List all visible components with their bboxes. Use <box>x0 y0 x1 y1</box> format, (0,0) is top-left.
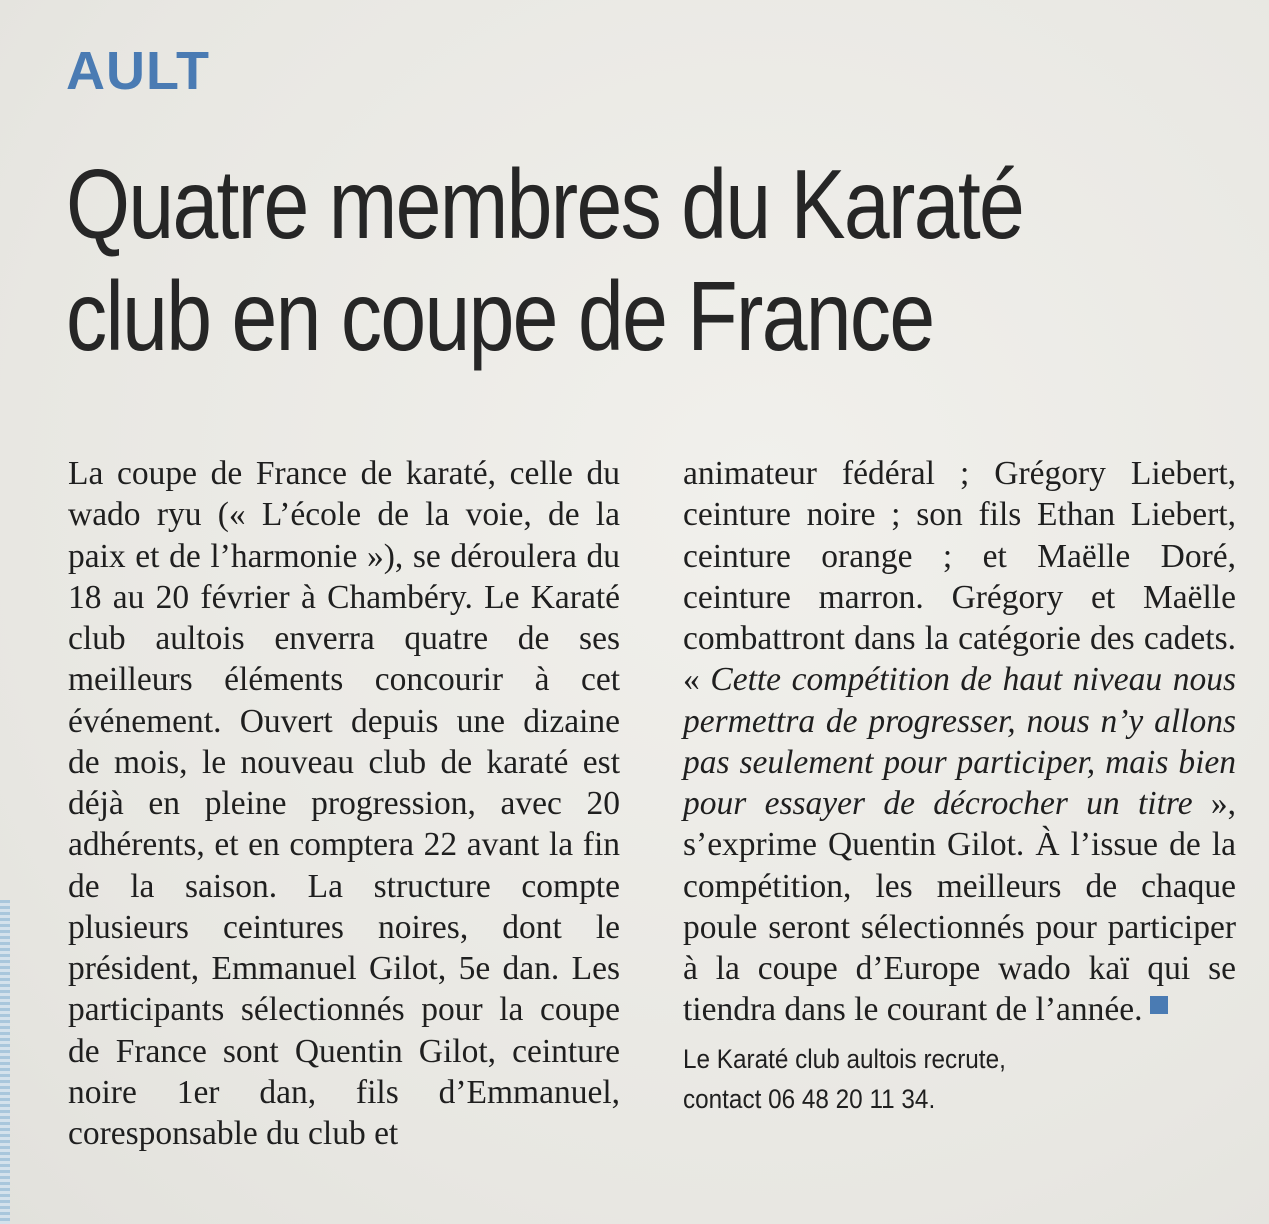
body-text-col-2-b: », s’exprime Quentin Gilot. À l’issue de la compétition, les meilleurs de chaque poule seront sélectionnés pour participer à la coupe d’Europe wado kaï qui se tiendra dans le courant de l’année. <box>683 785 1237 1029</box>
recruitment-contact: contact 06 48 20 11 34. <box>683 1083 936 1114</box>
body-text-col-1: La coupe de France de karaté, celle du wado ryu (« L’école de la voie, de la paix et de l’harmonie »), se déroulera du 18 au 20 février à Chambéry. Le Karaté club aultois enverra quatre de ses meilleurs éléments concourir à cet événement. Ouvert depuis une dizaine de mois, le nouveau club de karaté est déjà en pleine progression, avec 20 adhérents, et en comptera 22 avant la fin de la saison. La structure compte plusieurs ceintures noires, dont le président, Emmanuel Gilot, 5e dan. Les participants sélectionnés pour la coupe de France sont Quentin Gilot, ceinture noire 1er dan, fils d’Emmanuel, coresponsable du club et <box>68 455 620 1152</box>
headline-line-1: Quatre membres du Karaté <box>66 149 1024 259</box>
headline <box>66 148 1057 372</box>
end-of-article-mark <box>1150 996 1168 1014</box>
headline-line-2: club en coupe de France <box>66 261 934 371</box>
pull-quote: Cette compétition de haut niveau nous permettra de progresser, nous n’y allons pas seulement pour participer, mais bien pour essayer de décrocher un titre <box>683 661 1236 822</box>
adjacent-column-edge <box>0 900 10 1224</box>
section-kicker: AULT <box>66 41 210 101</box>
article-column-2 <box>683 453 1236 1119</box>
body-text-col-2 <box>683 453 1236 1031</box>
recruitment-note <box>683 1039 1181 1119</box>
recruitment-line-1: Le Karaté club aultois recrute, <box>683 1043 1006 1074</box>
body-text-col-2-a: animateur fédéral ; Grégory Liebert, ceinture noire ; son fils Ethan Liebert, ceinture orange ; et Maëlle Doré, ceinture marron. Grégory et Maëlle combattront dans la catégorie des cadets. « <box>683 455 1236 699</box>
article-column-1 <box>68 453 620 1154</box>
